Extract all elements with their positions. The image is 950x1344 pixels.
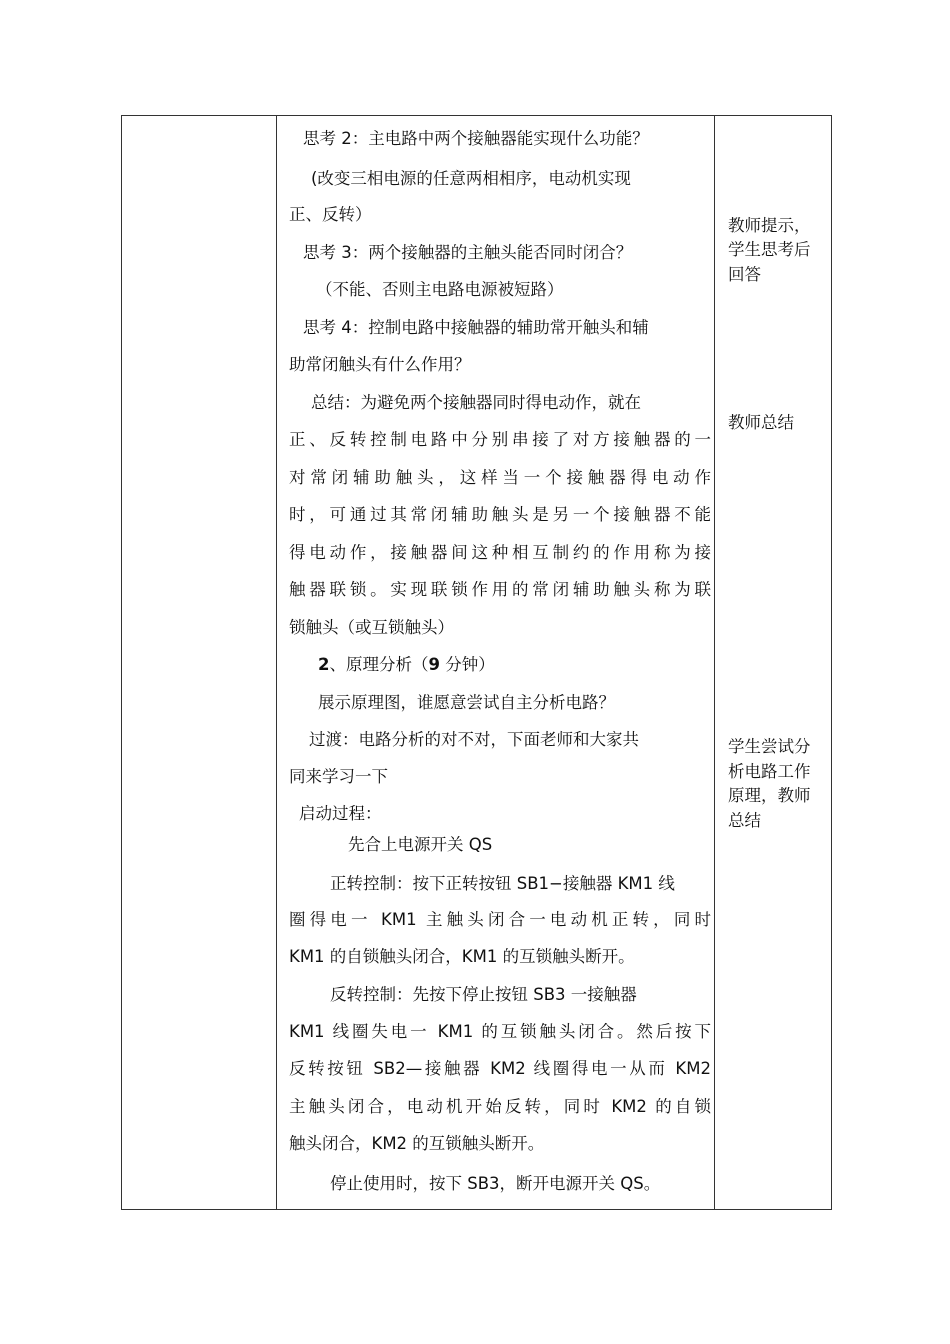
summary-line: 得电动作，接触器间这种相互制约的作用称为接 bbox=[289, 543, 711, 562]
reverse-control-line: 反转按钮 SB2—接触器 KM2 线圈得电一从而 KM2 bbox=[289, 1059, 711, 1078]
section-title-end: 分钟） bbox=[439, 655, 495, 674]
question-2: 思考 2：主电路中两个接触器能实现什么功能？ bbox=[303, 129, 649, 148]
summary-line: 对常闭辅助触头，这样当一个接触器得电动作 bbox=[289, 468, 711, 487]
forward-control-line: 正转控制：按下正转按钮 SB1−接触器 KM1 线 bbox=[330, 874, 675, 893]
reverse-control-line: 主触头闭合，电动机开始反转，同时 KM2 的自锁 bbox=[289, 1097, 711, 1116]
reverse-control-line: 触头闭合，KM2 的互锁触头断开。 bbox=[289, 1134, 545, 1153]
answer-2-line: (改变三相电源的任意两相相序，电动机实现 bbox=[311, 169, 631, 188]
student-try-line: 学生尝试分 bbox=[728, 737, 811, 756]
show-diagram-text: 展示原理图，谁愿意尝试自主分析电路？ bbox=[318, 693, 615, 712]
section-heading bbox=[318, 655, 495, 675]
teacher-summary: 教师总结 bbox=[728, 413, 794, 432]
answer-2-line: 正、反转） bbox=[289, 205, 372, 224]
transition-line: 同来学习一下 bbox=[289, 767, 388, 786]
reverse-control-line: 反转控制：先按下停止按钮 SB3 一接触器 bbox=[330, 985, 637, 1004]
summary-line: 锁触头（或互锁触头） bbox=[289, 618, 454, 637]
start-process-label: 启动过程： bbox=[299, 804, 382, 823]
forward-control-line: 圈得电一 KM1 主触头闭合一电动机正转，同时 bbox=[289, 910, 711, 929]
summary-line: 总结：为避免两个接触器同时得电动作，就在 bbox=[311, 393, 641, 412]
student-try-line: 原理，教师 bbox=[728, 786, 811, 805]
section-title: 、原理分析（ bbox=[329, 655, 429, 674]
teacher-hint-line: 教师提示， bbox=[728, 216, 811, 235]
stop-instruction: 停止使用时，按下 SB3，断开电源开关 QS。 bbox=[330, 1174, 661, 1193]
forward-control-line: KM1 的自锁触头闭合，KM1 的互锁触头断开。 bbox=[289, 947, 635, 966]
teacher-hint-line: 学生思考后 bbox=[728, 240, 811, 259]
power-on-step: 先合上电源开关 QS bbox=[348, 835, 493, 854]
summary-line: 正、反转控制电路中分别串接了对方接触器的一 bbox=[289, 430, 711, 449]
column-divider bbox=[714, 116, 715, 1209]
teacher-hint-line: 回答 bbox=[728, 265, 761, 284]
section-number: 2 bbox=[318, 655, 330, 674]
question-3: 思考 3：两个接触器的主触头能否同时闭合？ bbox=[303, 243, 633, 262]
transition-line: 过渡：电路分析的对不对，下面老师和大家共 bbox=[309, 730, 639, 749]
reverse-control-line: KM1 线圈失电一 KM1 的互锁触头闭合。然后按下 bbox=[289, 1022, 711, 1041]
summary-line: 触器联锁。实现联锁作用的常闭辅助触头称为联 bbox=[289, 580, 711, 599]
section-minutes: 9 bbox=[428, 655, 440, 674]
student-try-line: 总结 bbox=[728, 811, 761, 830]
lesson-table bbox=[121, 115, 832, 1210]
question-4-line: 助常闭触头有什么作用？ bbox=[289, 355, 471, 374]
summary-line: 时，可通过其常闭辅助触头是另一个接触器不能 bbox=[289, 505, 711, 524]
column-divider bbox=[276, 116, 277, 1209]
student-try-line: 析电路工作 bbox=[728, 762, 811, 781]
question-4-line: 思考 4：控制电路中接触器的辅助常开触头和辅 bbox=[303, 318, 649, 337]
answer-3: （不能、否则主电路电源被短路） bbox=[316, 280, 564, 299]
